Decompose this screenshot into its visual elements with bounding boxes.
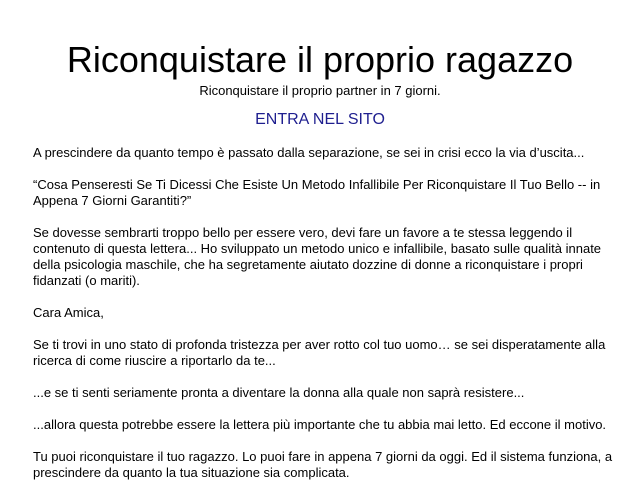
cta-container <box>0 110 640 130</box>
paragraph-important: ...allora questa potrebbe essere la lettera più importante che tu abbia mai letto. Ed eccone il motivo. <box>33 417 607 432</box>
enter-site-link[interactable]: ENTRA NEL SITO <box>255 111 385 128</box>
page-subtitle: Riconquistare il proprio partner in 7 giorni. <box>199 83 441 98</box>
letter-body <box>33 145 613 480</box>
paragraph-quote: “Cosa Penseresti Se Ti Dicessi Che Esiste Un Metodo Infallibile Per Riconquistare Il Tuo Bello -- in Appena 7 Giorni Garantiti?” <box>33 177 601 208</box>
paragraph-ready: ...e se ti senti seriamente pronta a diventare la donna alla quale non saprà resistere... <box>33 385 525 400</box>
paragraph-greeting: Cara Amica, <box>33 305 104 320</box>
page-title: Riconquistare il proprio ragazzo <box>66 39 574 80</box>
paragraph-method: Se dovesse sembrarti troppo bello per essere vero, devi fare un favore a te stessa leggendo il contenuto di questa lettera... Ho sviluppato un metodo unico e infallibile, basato sulle qualità innate della psicologia maschile, che ha segretamente aiutato dozzine di donne a riconquistare i propri fidanzati (o mariti). <box>33 225 602 288</box>
paragraph-intro: A prescindere da quanto tempo è passato dalla separazione, se sei in crisi ecco la via d’uscita... <box>33 145 585 160</box>
paragraph-promise: Tu puoi riconquistare il tuo ragazzo. Lo puoi fare in appena 7 giorni da oggi. Ed il sistema funziona, a prescindere da quanto la tua situazione sia complicata. <box>33 449 613 480</box>
paragraph-sadness: Se ti trovi in uno stato di profonda tristezza per aver rotto col tuo uomo… se sei disperatamente alla ricerca di come riuscire a riportarlo da te... <box>33 337 606 368</box>
